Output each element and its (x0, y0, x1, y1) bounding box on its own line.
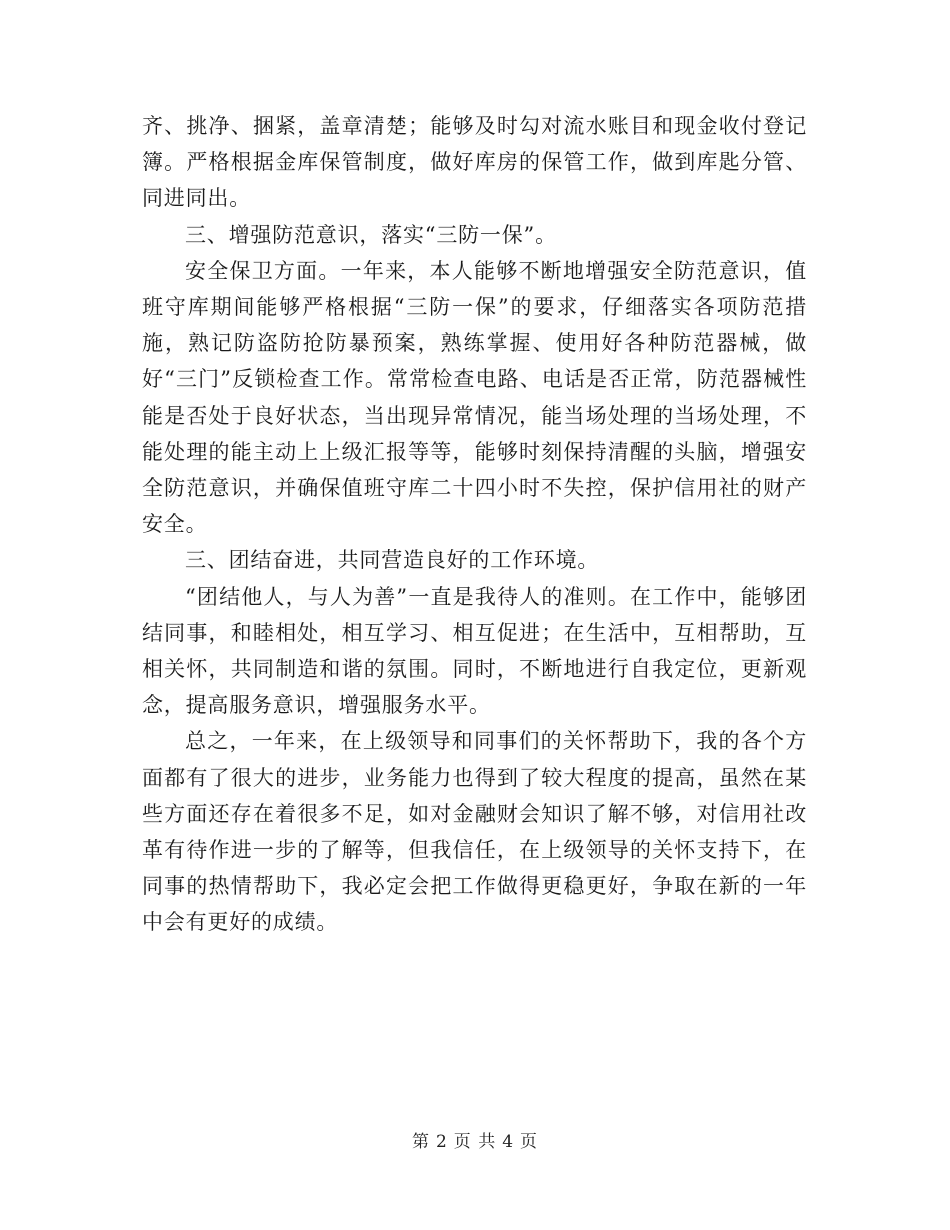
body-paragraph-continued: 齐、挑净、捆紧，盖章清楚；能够及时勾对流水账目和现金收付登记簿。严格根据金库保管制度，做好库房的保管工作，做到库匙分管、同进同出。 (142, 114, 807, 211)
body-paragraph-security: 安全保卫方面。一年来，本人能够不断地增强安全防范意识，值班守库期间能够严格根据“三防一保”的要求，仔细落实各项防范措施，熟记防盗防抢防暴预案，熟练掌握、使用好各种防范器械，做好“三门”反锁检查工作。常常检查电路、电话是否正常，防范器械性能是否处于良好状态，当出现异常情况，能当场处理的当场处理，不能处理的能主动上上级汇报等等，能够时刻保持清醒的头脑，增强安全防范意识，并确保值班守库二十四小时不失控，保护信用社的财产安全。 (142, 258, 807, 537)
current-page-number: 2 (435, 1132, 448, 1152)
section-heading-security: 三、增强防范意识，落实“三防一保”。 (185, 222, 557, 247)
page-label-suffix: 页 (520, 1132, 539, 1152)
body-paragraph-teamwork: “团结他人，与人为善”一直是我待人的准则。在工作中，能够团结同事，和睦相处，相互学习、相互促进；在生活中，互相帮助，互相关怀，共同制造和谐的氛围。同时，不断地进行自我定位，更新观念，提高服务意识，增强服务水平。 (142, 584, 807, 718)
page-label-prefix: 第 (411, 1132, 430, 1152)
page-label-mid: 页 共 (453, 1132, 497, 1152)
total-pages-number: 4 (502, 1132, 515, 1152)
section-heading-teamwork: 三、团结奋进，共同营造良好的工作环境。 (185, 548, 600, 573)
document-body (142, 108, 807, 941)
body-paragraph-conclusion: 总之，一年来，在上级领导和同事们的关怀帮助下，我的各个方面都有了很大的进步，业务能力也得到了较大程度的提高，虽然在某些方面还存在着很多不足，如对金融财会知识了解不够，对信用社改革有待作进一步的了解等，但我信任，在上级领导的关怀支持下，在同事的热情帮助下，我必定会把工作做得更稳更好，争取在新的一年中会有更好的成绩。 (142, 729, 807, 935)
page-footer (0, 1127, 950, 1152)
